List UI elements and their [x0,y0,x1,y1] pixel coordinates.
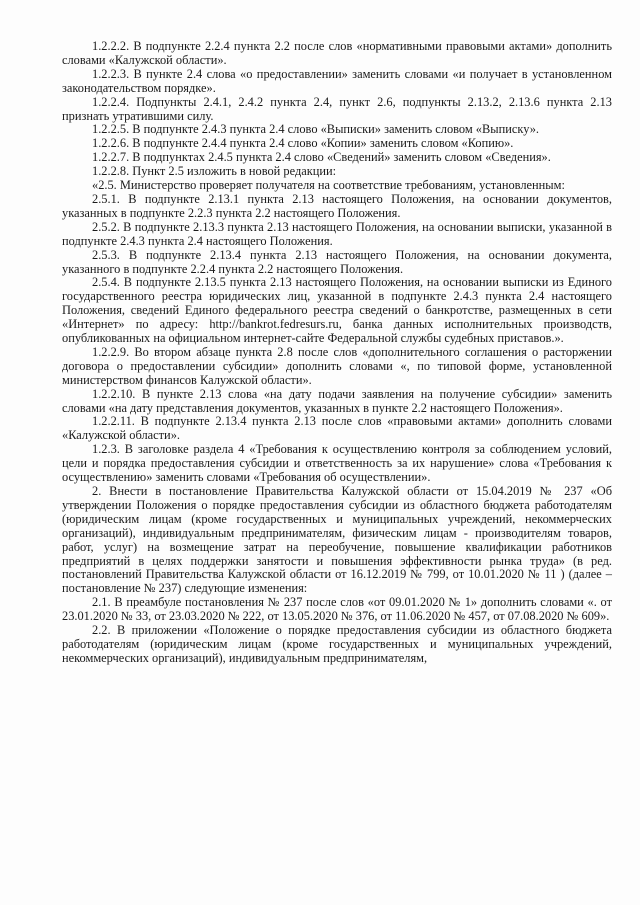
paragraph-1-2-2-3: 1.2.2.3. В пункте 2.4 слова «о предоставлении» заменить словами «и получает в установленном законодательством порядке». [62,66,612,95]
paragraph-1-2-2-7: 1.2.2.7. В подпунктах 2.4.5 пункта 2.4 слово «Сведений» заменить словом «Сведения». [92,150,551,165]
paragraph-2: 2. Внести в постановление Правительства Калужской области от 15.04.2019 № 237 «Об утверждении Положения о порядке предоставления субсидии из областного бюджета работодателям (юридическим лицам (кроме государственных и муниципальных учреждений, некоммерческих организаций), индивидуальным предпринимателям, физическим лицам - производителям товаров, работ, услуг) на возмещение затрат на переобучение, повышение квалификации работников предприятий в целях поддержки занятости и повышения эффективности рынка труда» (в ред. постановлений Правительства Калужской области от 16.12.2019 № 799, от 10.01.2020 № 11 ) (далее – постановление № 237) следующие изменения: [62,484,612,596]
paragraph-2-2: 2.2. В приложении «Положение о порядке предоставления субсидии из областного бюджета работодателям (юридическим лицам (кроме государственных и муниципальных учреждений, некоммерческих организаций), индивидуальным предпринимателям, [62,623,612,665]
paragraph-2-5-1: 2.5.1. В подпункте 2.13.1 пункта 2.13 настоящего Положения, на основании документов, указанных в подпункте 2.2.3 пункта 2.2 настоящего Положения. [62,191,612,220]
paragraph-1-2-2-5: 1.2.2.5. В подпункте 2.4.3 пункта 2.4 слово «Выписки» заменить словом «Выписку». [92,122,539,137]
paragraph-1-2-2-11: 1.2.2.11. В подпункте 2.13.4 пункта 2.13 после слов «правовыми актами» дополнить словами «Калужской области». [62,414,612,443]
paragraph-2-1: 2.1. В преамбуле постановления № 237 после слов «от 09.01.2020 № 1» дополнить словами «. от 23.01.2020 № 33, от 23.03.2020 № 222, от 13.05.2020 № 376, от 11.06.2020 № 457, от 07.08.2020 № 609». [62,595,612,624]
paragraph-1-2-2-8: 1.2.2.8. Пункт 2.5 изложить в новой редакции: [92,164,337,179]
paragraph-2-5-3: 2.5.3. В подпункте 2.13.4 пункта 2.13 настоящего Положения, на основании документа, указанного в подпункте 2.2.4 пункта 2.2 настоящего Положения. [62,247,612,276]
paragraph-2-5: «2.5. Министерство проверяет получателя на соответствие требованиям, установленным: [92,178,565,193]
document-body [62,40,612,666]
paragraph-1-2-2-9: 1.2.2.9. Во втором абзаце пункта 2.8 после слов «дополнительного соглашения о расторжении договора о предоставлении субсидии» дополнить словами «, по типовой форме, установленной министерством финансов Калужской области». [62,344,612,387]
paragraph-2-5-4: 2.5.4. В подпункте 2.13.5 пункта 2.13 настоящего Положения, на основании выписки из Единого государственного реестра юридических лиц, указанной в подпункте 2.4.3 пункта 2.4 настоящего Положения, сведений Единого федерального реестра сведений о банкротстве, размещенных в сети «Интернет» по адресу: http://bankrot.fedresurs.ru, банка данных исполнительных производств, опубликованных на официальном интернет-сайте Федеральной службы судебных приставов.». [62,275,612,346]
paragraph-2-5-2: 2.5.2. В подпункте 2.13.3 пункта 2.13 настоящего Положения, на основании выписки, указанной в подпункте 2.4.3 пункта 2.4 настоящего Положения. [62,219,612,248]
paragraph-1-2-2-6: 1.2.2.6. В подпункте 2.4.4 пункта 2.4 слово «Копии» заменить словом «Копию». [92,136,514,151]
paragraph-1-2-2-2: 1.2.2.2. В подпункте 2.2.4 пункта 2.2 после слов «нормативными правовыми актами» дополнить словами «Калужской области». [62,39,612,67]
paragraph-1-2-2-10: 1.2.2.10. В пункте 2.13 слова «на дату подачи заявления на получение субсидии» заменить словами «на дату представления документов, указанных в пункте 2.2 настоящего Положения». [62,386,612,415]
paragraph-1-2-3: 1.2.3. В заголовке раздела 4 «Требования к осуществлению контроля за соблюдением условий, цели и порядка предоставления субсидии и ответственность за их нарушение» слова «Требования к осуществлению» заменить словами «Требования об осуществлении». [62,442,612,485]
paragraph-1-2-2-4: 1.2.2.4. Подпункты 2.4.1, 2.4.2 пункта 2.4, пункт 2.6, подпункты 2.13.2, 2.13.6 пункта 2.13 признать утратившими силу. [62,94,612,123]
